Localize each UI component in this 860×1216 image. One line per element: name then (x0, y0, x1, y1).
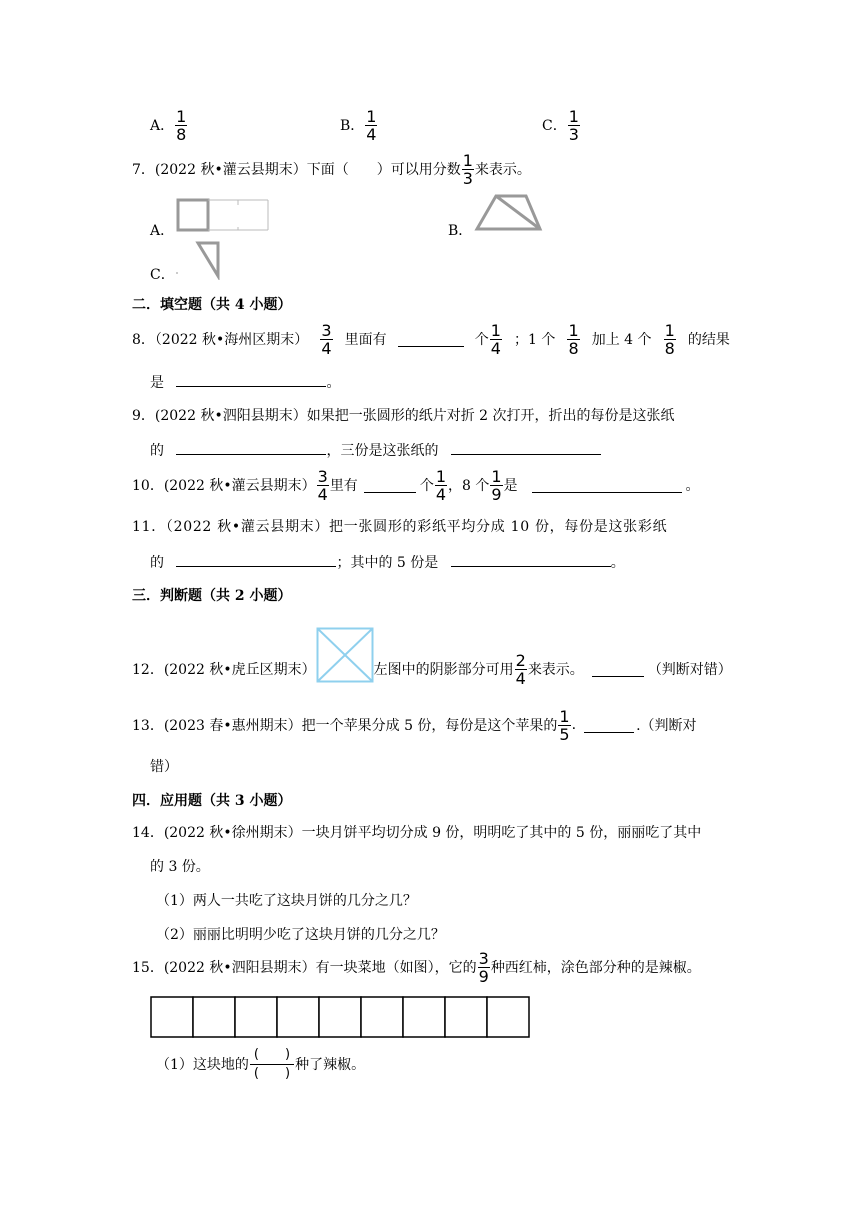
q15-grid-cell (445, 997, 487, 1037)
section2-heading: 二．填空题（共 4 小题） (132, 297, 292, 313)
q15-grid-cell (151, 997, 193, 1037)
q9-blank-1[interactable] (176, 440, 326, 455)
q15-stem: 15．(2022 秋•泗阳县期末）有一块菜地（如图），它的 $\frac{3}{9}$ 种西红柿，涂色部分种的是辣椒。 (132, 948, 701, 986)
q12-blank[interactable] (592, 662, 644, 677)
q15-garden-grid (150, 996, 530, 1038)
q9-line1: 9．(2022 秋•泗阳县期末）如果把一张圆形的纸片对折 2 次打开，折出的每份是这张纸 (132, 408, 675, 424)
q14-line2: 的 3 份。 (150, 859, 210, 875)
section3-heading: 三．判断题（共 2 小题） (132, 588, 292, 604)
q14-sub2: （2）丽丽比明明少吃了这块月饼的几分之几？ (156, 927, 445, 943)
q13-blank[interactable] (584, 718, 634, 733)
q15-fraction: $\frac{3}{9}$ (478, 948, 489, 986)
q15-grid-cell (319, 997, 361, 1037)
q15-grid-cell (487, 997, 529, 1037)
q11-blank-2[interactable] (451, 552, 611, 567)
q6-option-c-fraction: $\frac{1}{3}$ (568, 106, 579, 144)
q8-blank-1[interactable] (398, 332, 464, 347)
q7-option-a-figure (175, 197, 271, 233)
q12-square-figure (316, 627, 374, 683)
q12-line: 12．(2022 秋•虎丘区期末） 左图中的阴影部分可用 $\frac{2}{4}$ 来表示。 （判断对错） (132, 652, 732, 686)
q10-fraction-1-4: $\frac{1}{4}$ (435, 466, 446, 504)
q9-blank-2[interactable] (451, 440, 601, 455)
q12-fraction: $\frac{2}{4}$ (515, 650, 526, 688)
q7-option-b-label: B． (448, 223, 473, 239)
q15-grid-cell (193, 997, 235, 1037)
q6-option-b: B． $\frac{1}{4}$ (340, 106, 377, 144)
q15-grid-cell (403, 997, 445, 1037)
q7-option-c-figure (172, 240, 222, 280)
q15-grid-cell (361, 997, 403, 1037)
q8-blank-2[interactable] (176, 372, 326, 387)
q10-fraction-3-4: $\frac{3}{4}$ (317, 466, 328, 504)
q13-line2: 错） (150, 759, 178, 775)
q8-line1: 8．（2022 秋•海州区期末） $\frac{3}{4}$ 里面有 个 $\frac{1}{4}$ ；1 个 $\frac{1}{8}$ 加上 4 个 $\frac{1}{8}$ 的结果 (132, 320, 730, 358)
q15-grid-cell (235, 997, 277, 1037)
q7-option-a-label: A． (150, 223, 175, 239)
q14-sub1: （1）两人一共吃了这块月饼的几分之几？ (156, 893, 417, 909)
q11-blank-1[interactable] (176, 552, 336, 567)
q13-line1: 13．(2023 春•惠州期末）把一个苹果分成 5 份，每份是这个苹果的 $\frac{1}{5}$ . .（判断对 (132, 706, 697, 744)
q6-option-b-fraction: $\frac{1}{4}$ (366, 106, 377, 144)
q11-line1: 11．（2022 秋•灌云县期末）把一张圆形的彩纸平均分成 10 份，每份是这张彩纸 (132, 519, 668, 535)
q7-option-b-figure (474, 193, 544, 233)
q7-stem: 7．(2022 秋•灌云县期末）下面（ ）可以用分数 $\frac{1}{3}$ 来表示。 (132, 150, 531, 188)
q10-line: 10．(2022 秋•灌云县期末） $\frac{3}{4}$ 里有 个 $\frac{1}{4}$ ，8 个 $\frac{1}{9}$ 是 。 (132, 466, 700, 504)
q10-blank-1[interactable] (364, 478, 416, 493)
q15-answer-fraction[interactable]: $\frac{( )}{( )}$ (250, 1046, 294, 1083)
q6-option-a-fraction: $\frac{1}{8}$ (176, 106, 187, 144)
q13-fraction: $\frac{1}{5}$ (559, 706, 570, 744)
q15-grid-cell (277, 997, 319, 1037)
q8-fraction-1-8-a: $\frac{1}{8}$ (568, 320, 579, 358)
q8-line2: 是 。 (150, 372, 340, 392)
q11-line2: 的 ；其中的 5 份是 。 (150, 552, 625, 572)
q15-sub1: （1）这块地的 $\frac{( )}{( )}$ 种了辣椒。 (156, 1046, 366, 1081)
q8-fraction-1-8-b: $\frac{1}{8}$ (664, 320, 675, 358)
section4-heading: 四．应用题（共 3 小题） (132, 793, 292, 809)
q8-fraction-1-4: $\frac{1}{4}$ (490, 320, 501, 358)
q14-line1: 14．(2022 秋•徐州期末）一块月饼平均切分成 9 份，明明吃了其中的 5 份，丽丽吃了其中 (132, 825, 702, 841)
q7-option-c-label: C． (150, 267, 175, 283)
q6-option-a: A． $\frac{1}{8}$ (150, 106, 187, 144)
q6-option-c: C． $\frac{1}{3}$ (542, 106, 579, 144)
q7-fraction: $\frac{1}{3}$ (462, 150, 473, 188)
q10-fraction-1-9: $\frac{1}{9}$ (491, 466, 502, 504)
q8-fraction-3-4: $\frac{3}{4}$ (321, 320, 332, 358)
q9-line2: 的 ，三份是这张纸的 (150, 440, 601, 460)
q10-blank-2[interactable] (532, 478, 682, 493)
